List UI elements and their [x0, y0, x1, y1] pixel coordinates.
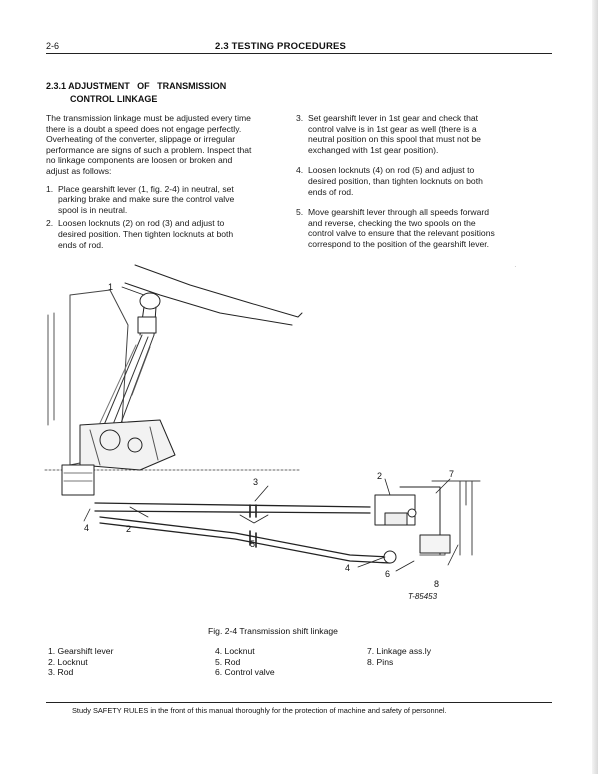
- callout-5: 5: [250, 539, 256, 549]
- legend-item: 6. Control valve: [215, 667, 275, 677]
- figure-caption: Fig. 2-4 Transmission shift linkage: [208, 626, 338, 636]
- step-item: [296, 207, 502, 249]
- section-heading: [46, 80, 266, 106]
- section-heading-line1: 2.3.1 ADJUSTMENT OF TRANSMISSION: [46, 81, 227, 91]
- step-item: [296, 165, 502, 197]
- page-header-title: 2.3 TESTING PROCEDURES: [215, 41, 347, 52]
- step-text: Move gearshift lever through all speeds forward and reverse, checking the two spools on the control valve to ensure that the relevant positions correspond to the position of the gearshift lever.: [308, 207, 495, 249]
- left-column: [46, 113, 252, 253]
- step-number: 5.: [296, 207, 304, 218]
- step-number: 4.: [296, 165, 304, 176]
- callout-2-right: 2: [377, 471, 383, 481]
- step-number: 1.: [46, 183, 54, 194]
- legend-item: 1. Gearshift lever: [48, 646, 114, 656]
- callout-4-left: 4: [84, 523, 90, 533]
- legend-item: 7. Linkage ass.ly: [367, 646, 432, 656]
- shift-linkage-diagram: [40, 255, 540, 615]
- cab-wall: [48, 313, 54, 425]
- legend-item: 4. Locknut: [215, 646, 255, 656]
- step-text: Place gearshift lever (1, fig. 2-4) in neutral, set parking brake and make sure the control valve spool is in neutral.: [58, 183, 235, 215]
- callout-1: 1: [108, 282, 114, 292]
- legend-item: 8. Pins: [367, 656, 394, 667]
- page-number: 2-6: [46, 41, 60, 51]
- callout-8: 8: [434, 579, 440, 589]
- legend-column-1: [48, 646, 113, 678]
- step-item: [296, 113, 502, 155]
- scan-speck: ·: [514, 262, 517, 271]
- callout-4-right: 4: [345, 563, 351, 573]
- dashboard-outline: [135, 265, 302, 317]
- legend-column-2: [215, 646, 275, 678]
- section-heading-line2: CONTROL LINKAGE: [70, 94, 158, 104]
- figure-reference: T-85453: [408, 592, 438, 601]
- page-edge-shadow: [592, 0, 598, 774]
- step-text: Loosen locknuts (2) on rod (3) and adjust to desired position. Then tighten locknuts at both ends of rod.: [58, 218, 234, 250]
- callout-7: 7: [449, 469, 455, 479]
- callout-3: 3: [253, 477, 259, 487]
- legend-item: 2. Locknut: [48, 656, 88, 667]
- step-text: Loosen locknuts (4) on rod (5) and adjust to desired position, than tighten locknuts on both ends of rod.: [308, 165, 483, 197]
- legend-item: 5. Rod: [215, 656, 241, 667]
- footer-safety-note: Study SAFETY RULES in the front of this manual thoroughly for the protection of machine and safety of personnel.: [72, 706, 447, 715]
- legend-item: 3. Rod: [48, 667, 74, 677]
- step-number: 2.: [46, 218, 54, 229]
- intro-paragraph: The transmission linkage must be adjusted every time there is a doubt a speed does not engage perfectly. Overheating of the converter, slippage or irregular performance are signs of such a problem. Inspect that no linkage components are loosen or broken and adjust as follows:: [46, 113, 252, 176]
- callout-2-left: 2: [126, 524, 132, 534]
- control-valve-assembly: [375, 481, 480, 563]
- footer-rule: [46, 702, 552, 703]
- step-number: 3.: [296, 113, 304, 123]
- step-item: [46, 218, 252, 250]
- step-text: Set gearshift lever in 1st gear and check that control valve is in 1st gear as well (there is a neutral position on this spool that must not be exchanged with 1st gear position).: [308, 113, 481, 155]
- step-item: [46, 184, 252, 216]
- right-column: [296, 113, 502, 260]
- gearshift-column: [100, 293, 160, 431]
- legend-column-3: [367, 646, 431, 667]
- header-rule: [46, 53, 552, 54]
- callout-6: 6: [385, 569, 391, 579]
- gear-housing: [62, 420, 175, 495]
